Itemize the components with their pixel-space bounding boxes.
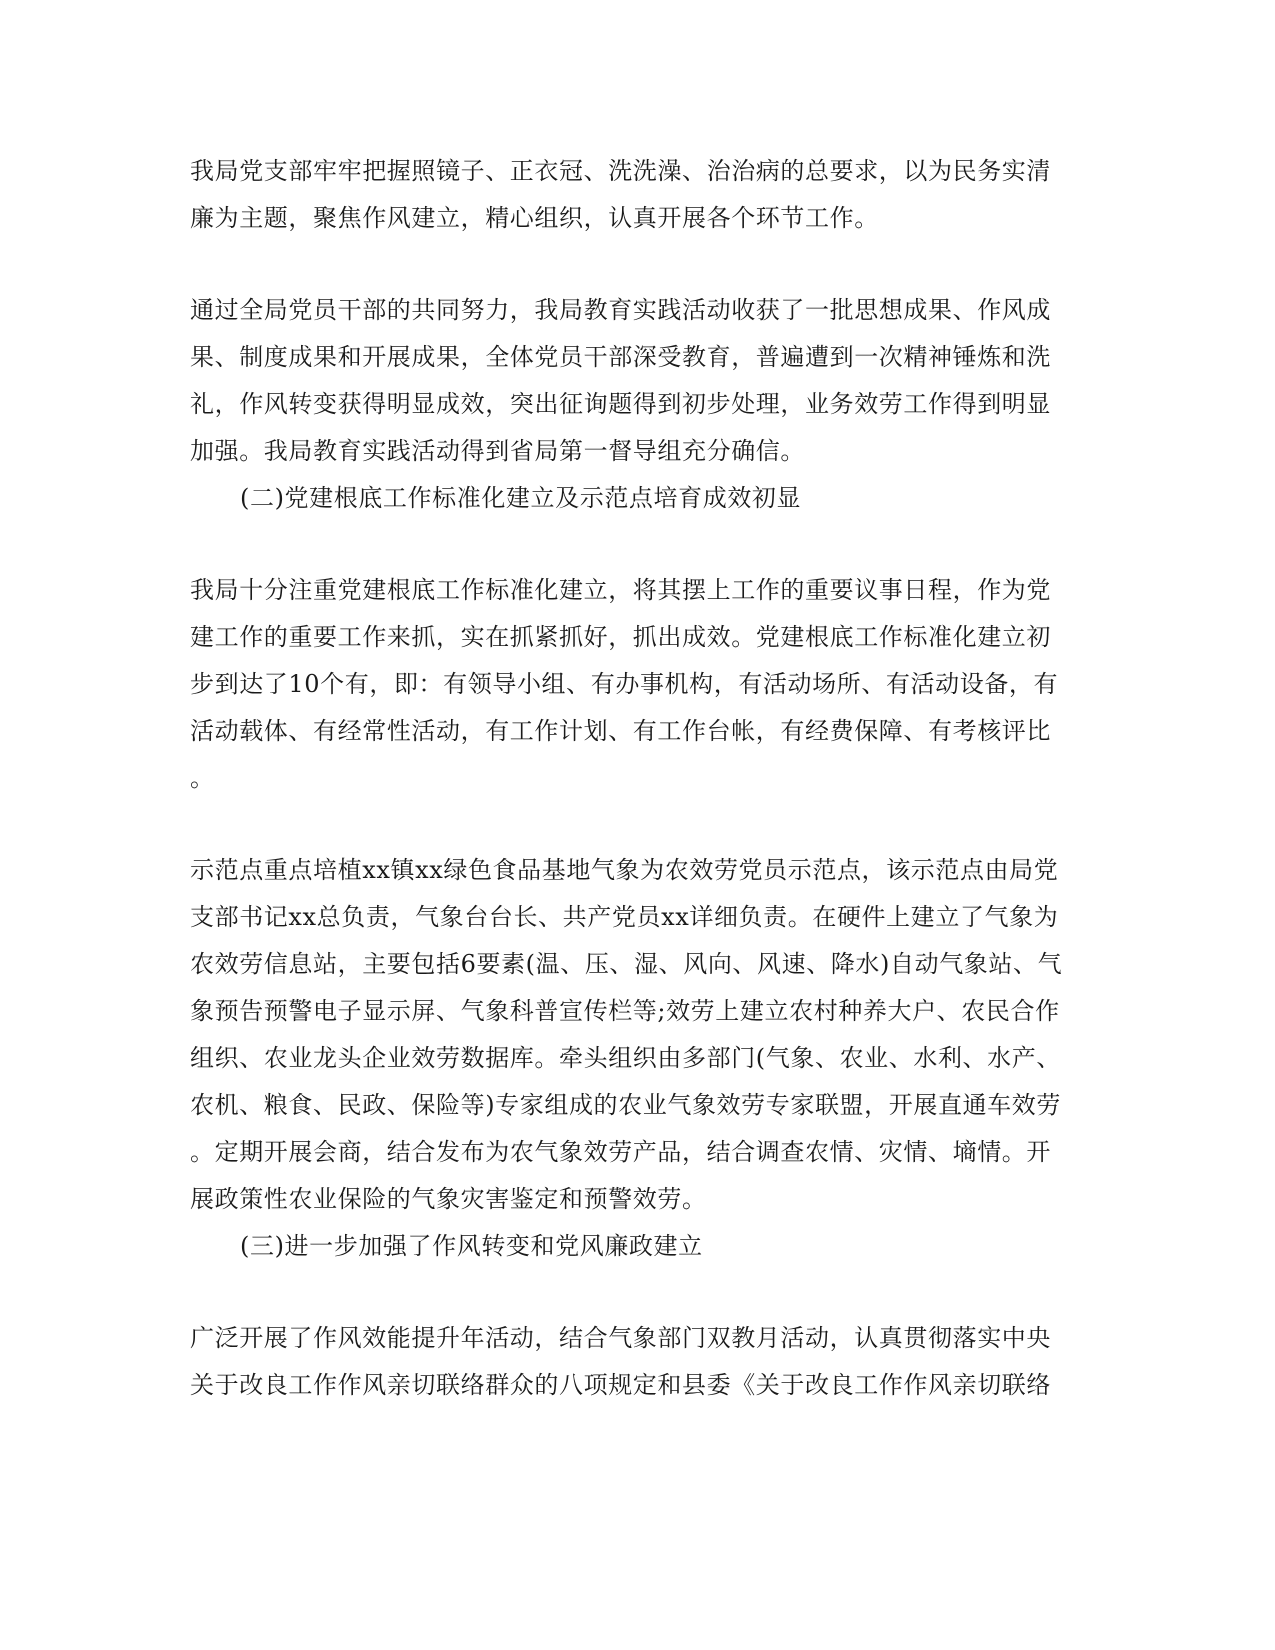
paragraph-1-line-2: 廉为主题，聚焦作风建立，精心组织，认真开展各个环节工作。 (190, 204, 879, 232)
paragraph-4-line-7: 。定期开展会商，结合发布为农气象效劳产品，结合调查农情、灾情、墒情。开 (190, 1138, 1051, 1166)
paragraph-2-line-2: 果、制度成果和开展成果，全体党员干部深受教育，普遍遭到一次精神锤炼和洗 (190, 343, 1051, 371)
paragraph-5-line-2: 关于改良工作作风亲切联络群众的八项规定和县委《关于改良工作作风亲切联络 (190, 1371, 1051, 1399)
paragraph-3-line-2: 建工作的重要工作来抓，实在抓紧抓好，抓出成效。党建根底工作标准化建立初 (190, 623, 1051, 651)
paragraph-4-line-3: 农效劳信息站，主要包括6要素(温、压、湿、风向、风速、降水)自动气象站、气 (190, 950, 1063, 978)
paragraph-4-line-8: 展政策性农业保险的气象灾害鉴定和预警效劳。 (190, 1185, 707, 1213)
paragraph-4-line-6: 农机、粮食、民政、保险等)专家组成的农业气象效劳专家联盟，开展直通车效劳 (190, 1091, 1061, 1119)
paragraph-1-line-1: 我局党支部牢牢把握照镜子、正衣冠、洗洗澡、治治病的总要求，以为民务实清 (190, 157, 1051, 185)
paragraph-4-line-5: 组织、农业龙头企业效劳数据库。牵头组织由多部门(气象、农业、水利、水产、 (190, 1044, 1061, 1072)
paragraph-4-line-1: 示范点重点培植xx镇xx绿色食品基地气象为农效劳党员示范点，该示范点由局党 (190, 856, 1059, 884)
paragraph-4-line-4: 象预告预警电子显示屏、气象科普宣传栏等;效劳上建立农村种养大户、农民合作 (190, 997, 1060, 1025)
paragraph-3-line-4: 活动载体、有经常性活动，有工作计划、有工作台帐，有经费保障、有考核评比 (190, 717, 1051, 745)
section-heading-2: (二)党建根底工作标准化建立及示范点培育成效初显 (240, 484, 802, 512)
paragraph-2-line-1: 通过全局党员干部的共同努力，我局教育实践活动收获了一批思想成果、作风成 (190, 296, 1051, 324)
paragraph-3-line-5: 。 (190, 764, 215, 792)
paragraph-3-line-3: 步到达了10个有，即：有领导小组、有办事机构，有活动场所、有活动设备，有 (190, 670, 1059, 698)
paragraph-2-line-3: 礼，作风转变获得明显成效，突出征询题得到初步处理，业务效劳工作得到明显 (190, 390, 1051, 418)
paragraph-3-line-1: 我局十分注重党建根底工作标准化建立，将其摆上工作的重要议事日程，作为党 (190, 576, 1051, 604)
paragraph-4-line-2: 支部书记xx总负责，气象台台长、共产党员xx详细负责。在硬件上建立了气象为 (190, 903, 1059, 931)
paragraph-2-line-4: 加强。我局教育实践活动得到省局第一督导组充分确信。 (190, 437, 805, 465)
section-heading-3: (三)进一步加强了作风转变和党风廉政建立 (240, 1232, 703, 1260)
paragraph-5-line-1: 广泛开展了作风效能提升年活动，结合气象部门双教月活动，认真贯彻落实中央 (190, 1324, 1051, 1352)
